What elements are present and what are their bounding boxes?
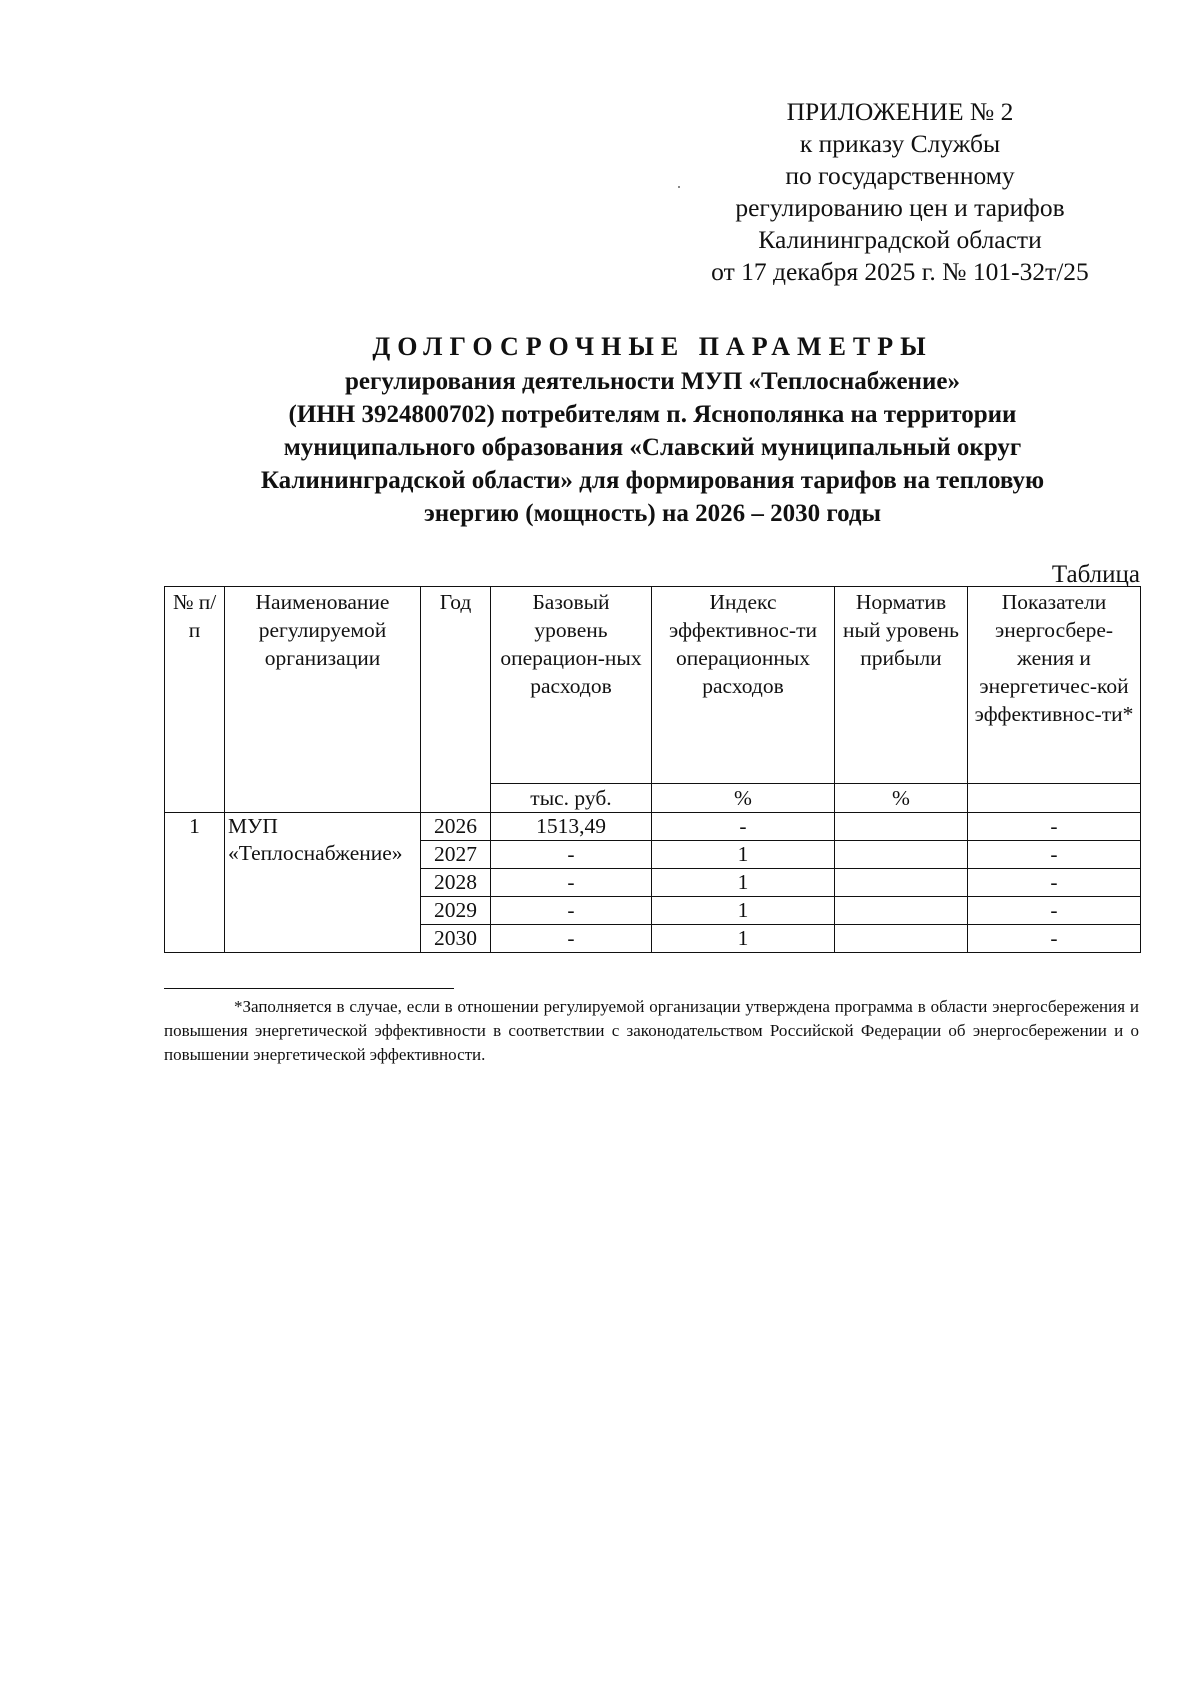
appendix-line: по государственному bbox=[785, 161, 1015, 190]
energy-indicator-cell: - bbox=[968, 869, 1141, 897]
profit-level-cell bbox=[835, 841, 968, 869]
energy-indicator-cell: - bbox=[968, 897, 1141, 925]
organization-name-text: МУП «Теплоснабжение» bbox=[228, 814, 403, 865]
title-main: ДОЛГОСРОЧНЫЕ ПАРАМЕТРЫ bbox=[372, 332, 933, 361]
table-caption: Таблица bbox=[1051, 561, 1140, 588]
appendix-line: Калининградской области bbox=[758, 225, 1042, 254]
base-level-cell: - bbox=[491, 897, 652, 925]
header-energy-indicators: Показатели энергосбере-жения и энергетичес-кой эффективнос-ти* bbox=[968, 587, 1141, 784]
efficiency-index-cell: 1 bbox=[652, 925, 835, 953]
year-cell: 2026 bbox=[421, 813, 491, 841]
title-line: энергию (мощность) на 2026 – 2030 годы bbox=[423, 500, 882, 527]
unit-cell: % bbox=[835, 784, 968, 813]
organization-name bbox=[225, 813, 421, 953]
title-line: Калининградской области» для формирования тарифов на тепловую bbox=[260, 467, 1045, 494]
unit-cell bbox=[968, 784, 1141, 813]
year-cell: 2028 bbox=[421, 869, 491, 897]
energy-indicator-cell: - bbox=[968, 841, 1141, 869]
profit-level-cell bbox=[835, 813, 968, 841]
year-cell: 2030 bbox=[421, 925, 491, 953]
efficiency-index-cell: 1 bbox=[652, 897, 835, 925]
unit-cell: % bbox=[652, 784, 835, 813]
header-base-level: Базовый уровень операцион-ных расходов bbox=[491, 587, 652, 784]
header-profit-level: Норматив ный уровень прибыли bbox=[835, 587, 968, 784]
appendix-line: регулированию цен и тарифов bbox=[735, 193, 1065, 222]
title-line: (ИНН 3924800702) потребителям п. Яснополянка на территории bbox=[288, 401, 1017, 428]
row-number: 1 bbox=[165, 813, 225, 953]
base-level-cell: - bbox=[491, 925, 652, 953]
table-row bbox=[165, 813, 1141, 841]
efficiency-index-cell: 1 bbox=[652, 841, 835, 869]
header-efficiency-index: Индекс эффективнос-ти операционных расходов bbox=[652, 587, 835, 784]
title-line: муниципального образования «Славский муниципальный округ bbox=[283, 434, 1022, 461]
appendix-line: от 17 декабря 2025 г. № 101-32т/25 bbox=[711, 257, 1089, 286]
profit-level-cell bbox=[835, 925, 968, 953]
title-line: регулирования деятельности МУП «Теплоснабжение» bbox=[345, 368, 960, 395]
document-title bbox=[165, 330, 1140, 530]
footnote-divider bbox=[164, 988, 454, 989]
header-year: Год bbox=[421, 587, 491, 813]
base-level-cell: - bbox=[491, 869, 652, 897]
table-header-row bbox=[165, 587, 1141, 784]
energy-indicator-cell: - bbox=[968, 925, 1141, 953]
footnote: *Заполняется в случае, если в отношении регулируемой организации утверждена программа в области энергосбережения и повышения энергетической эффективности в соответствии с законодательством Российской Федерации об энергосбережении и о повышении энергетической эффективности. bbox=[164, 997, 1139, 1064]
efficiency-index-cell: - bbox=[652, 813, 835, 841]
efficiency-index-cell: 1 bbox=[652, 869, 835, 897]
appendix-header bbox=[640, 96, 1160, 288]
year-cell: 2027 bbox=[421, 841, 491, 869]
appendix-line: ПРИЛОЖЕНИЕ № 2 bbox=[786, 97, 1014, 126]
header-organization: Наименование регулируемой организации bbox=[225, 587, 421, 813]
header-number: № п/п bbox=[165, 587, 225, 813]
profit-level-cell bbox=[835, 869, 968, 897]
scan-speck bbox=[678, 186, 680, 188]
profit-level-cell bbox=[835, 897, 968, 925]
base-level-cell: - bbox=[491, 841, 652, 869]
year-cell: 2029 bbox=[421, 897, 491, 925]
energy-indicator-cell: - bbox=[968, 813, 1141, 841]
parameters-table bbox=[164, 586, 1141, 953]
unit-cell: тыс. руб. bbox=[491, 784, 652, 813]
base-level-cell: 1513,49 bbox=[491, 813, 652, 841]
appendix-line: к приказу Службы bbox=[799, 129, 1001, 158]
